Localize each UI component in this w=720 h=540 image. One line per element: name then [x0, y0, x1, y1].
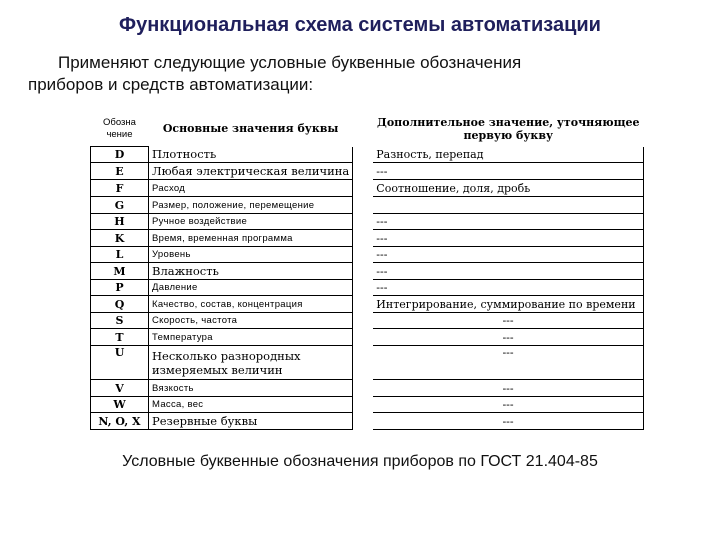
row-letter: G [91, 197, 149, 214]
row-main: Скорость, частота [149, 313, 353, 329]
table-row [91, 247, 644, 263]
row-main: Уровень [149, 247, 353, 263]
row-letter: D [91, 147, 149, 163]
header-additional-meaning: Дополнительное значение, уточняющее первую букву [377, 116, 640, 143]
intro-line-1: Применяют следующие условные буквенные обозначения [58, 53, 522, 72]
row-letter: Q [91, 296, 149, 313]
row-letter: U [91, 346, 149, 380]
row-extra: --- [373, 214, 643, 230]
row-extra: --- [373, 230, 643, 247]
row-extra: --- [373, 413, 643, 430]
table-row [91, 397, 644, 413]
intro-line-2: приборов и средств автоматизации: [28, 75, 314, 94]
row-extra: Разность, перепад [373, 147, 643, 163]
table-caption: Условные буквенные обозначения приборов по ГОСТ 21.404-85 [122, 453, 598, 470]
table-row [91, 163, 644, 180]
table-row [91, 280, 644, 296]
row-letter: N, O, X [91, 413, 149, 430]
row-main: Расход [149, 180, 353, 197]
table-row [91, 263, 644, 280]
row-main: Несколько разнородных измеряемых величин [149, 346, 353, 380]
row-extra: --- [373, 280, 643, 296]
table-row [91, 329, 644, 346]
row-letter: M [91, 263, 149, 280]
table-row [91, 214, 644, 230]
row-main: Влажность [149, 263, 353, 280]
row-extra: --- [373, 329, 643, 346]
table-row [91, 296, 644, 313]
row-letter: K [91, 230, 149, 247]
intro-text [28, 52, 668, 96]
table-row [91, 147, 644, 163]
designations-table [90, 112, 644, 430]
header-main-meaning: Основные значения буквы [162, 122, 339, 136]
table-row [91, 313, 644, 329]
row-main: Температура [149, 329, 353, 346]
row-extra: Интегрирование, суммирование по времени [373, 296, 643, 313]
row-letter: T [91, 329, 149, 346]
row-extra [373, 197, 643, 214]
table-row [91, 346, 644, 380]
row-main: Любая электрическая величина [149, 163, 353, 180]
row-letter: L [91, 247, 149, 263]
row-main: Качество, состав, концентрация [149, 296, 353, 313]
row-main: Размер, положение, перемещение [149, 197, 353, 214]
row-extra: Соотношение, доля, дробь [373, 180, 643, 197]
row-extra: --- [373, 247, 643, 263]
table-row [91, 230, 644, 247]
row-letter: V [91, 380, 149, 397]
row-extra: --- [373, 346, 643, 380]
row-letter: H [91, 214, 149, 230]
slide-title: Функциональная схема системы автоматизации [119, 14, 601, 36]
table-row [91, 380, 644, 397]
row-main: Время, временная программа [149, 230, 353, 247]
row-main: Масса, вес [149, 397, 353, 413]
table-row [91, 413, 644, 430]
table-row [91, 180, 644, 197]
row-main: Ручное воздействие [149, 214, 353, 230]
row-extra: --- [373, 397, 643, 413]
row-letter: S [91, 313, 149, 329]
header-designation: Обозна чение [103, 117, 136, 140]
row-extra: --- [373, 380, 643, 397]
row-letter: P [91, 280, 149, 296]
row-extra: --- [373, 163, 643, 180]
row-main: Давление [149, 280, 353, 296]
row-main: Резервные буквы [149, 413, 353, 430]
row-letter: W [91, 397, 149, 413]
row-main: Плотность [149, 147, 353, 163]
row-extra: --- [373, 263, 643, 280]
row-letter: E [91, 163, 149, 180]
row-main: Вязкость [149, 380, 353, 397]
table-row [91, 197, 644, 214]
row-extra: --- [373, 313, 643, 329]
row-letter: F [91, 180, 149, 197]
